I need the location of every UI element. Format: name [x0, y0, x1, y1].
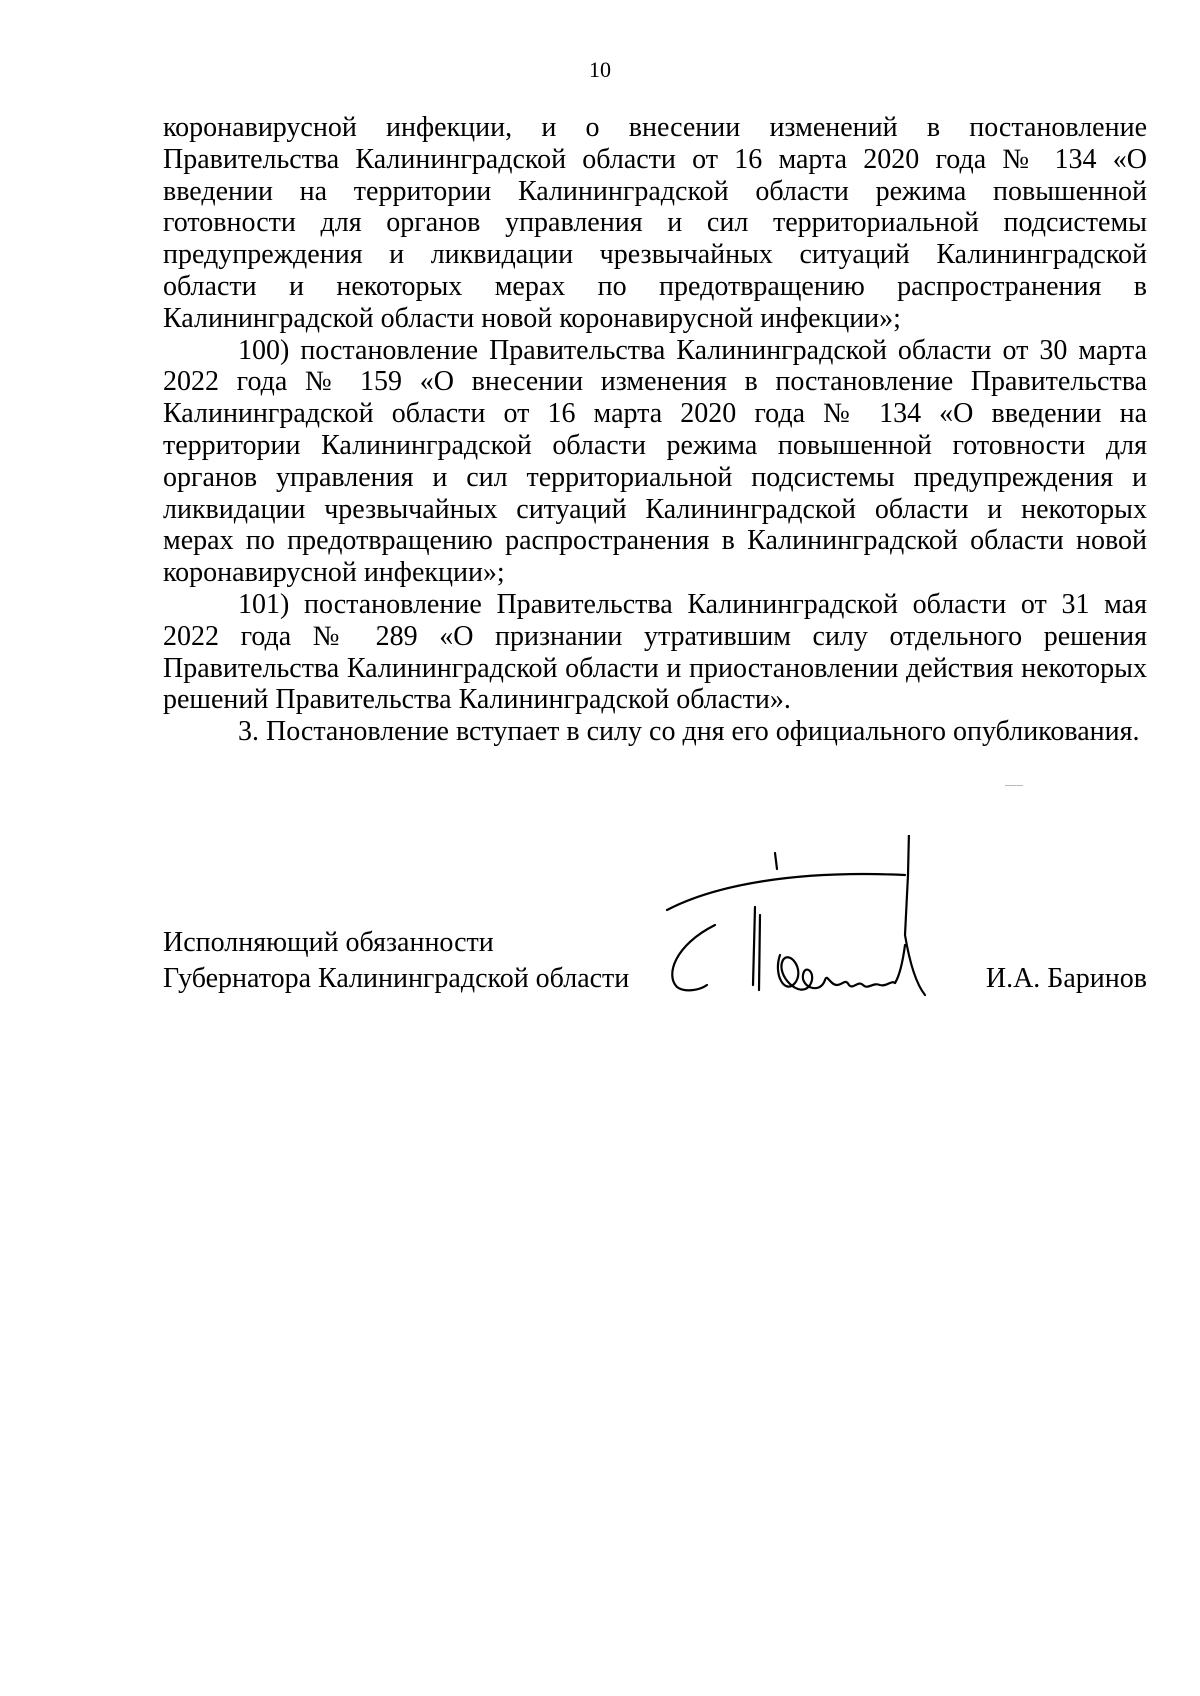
scan-mark — [1005, 785, 1023, 786]
page-number: 10 — [589, 57, 611, 82]
signatory-name: И.А. Баринов — [985, 963, 1147, 994]
handwritten-signature — [655, 835, 935, 1035]
paragraph-continuation: коронавирусной инфекции, и о внесении изменений в постановление Правительства Калининградской области от 16 марта 2020 года № 134 «О введении на территории Калининградской области режима повышенной готовности для органов управления и сил территориальной подсистемы предупреждения и ликвидации чрезвычайных ситуаций Калининградской области и некоторых мерах по предотвращению распространения в Калининградской области новой коронавирусной инфекции»; — [163, 112, 1147, 334]
paragraph-effective-date: 3. Постановление вступает в силу со дня его официального опубликования. — [238, 716, 1140, 748]
paragraph-item-101: 101) постановление Правительства Калининградской области от 31 мая 2022 года № 289 «О признании утратившим силу отдельного решения Правительства Калининградской области и приостановлении действия некоторых решений Правительства Калининградской области». — [163, 588, 1147, 716]
paragraph-item-100: 100) постановление Правительства Калининградской области от 30 марта 2022 года № 159 «О внесении изменения в постановление Правительства Калининградской области от 16 марта 2020 года № 134 «О введении на территории Калининградской области режима повышенной готовности для органов управления и сил территориальной подсистемы предупреждения и ликвидации чрезвычайных ситуаций Калининградской области и некоторых мерах по предотвращению распространения в Калининградской области новой коронавирусной инфекции»; — [163, 334, 1147, 589]
signatory-position-line-2: Губернатора Калининградской области — [163, 963, 630, 994]
document-body — [163, 112, 1147, 748]
signatory-position — [163, 925, 663, 997]
signatory-position-line-1: Исполняющий обязанности — [163, 927, 494, 958]
